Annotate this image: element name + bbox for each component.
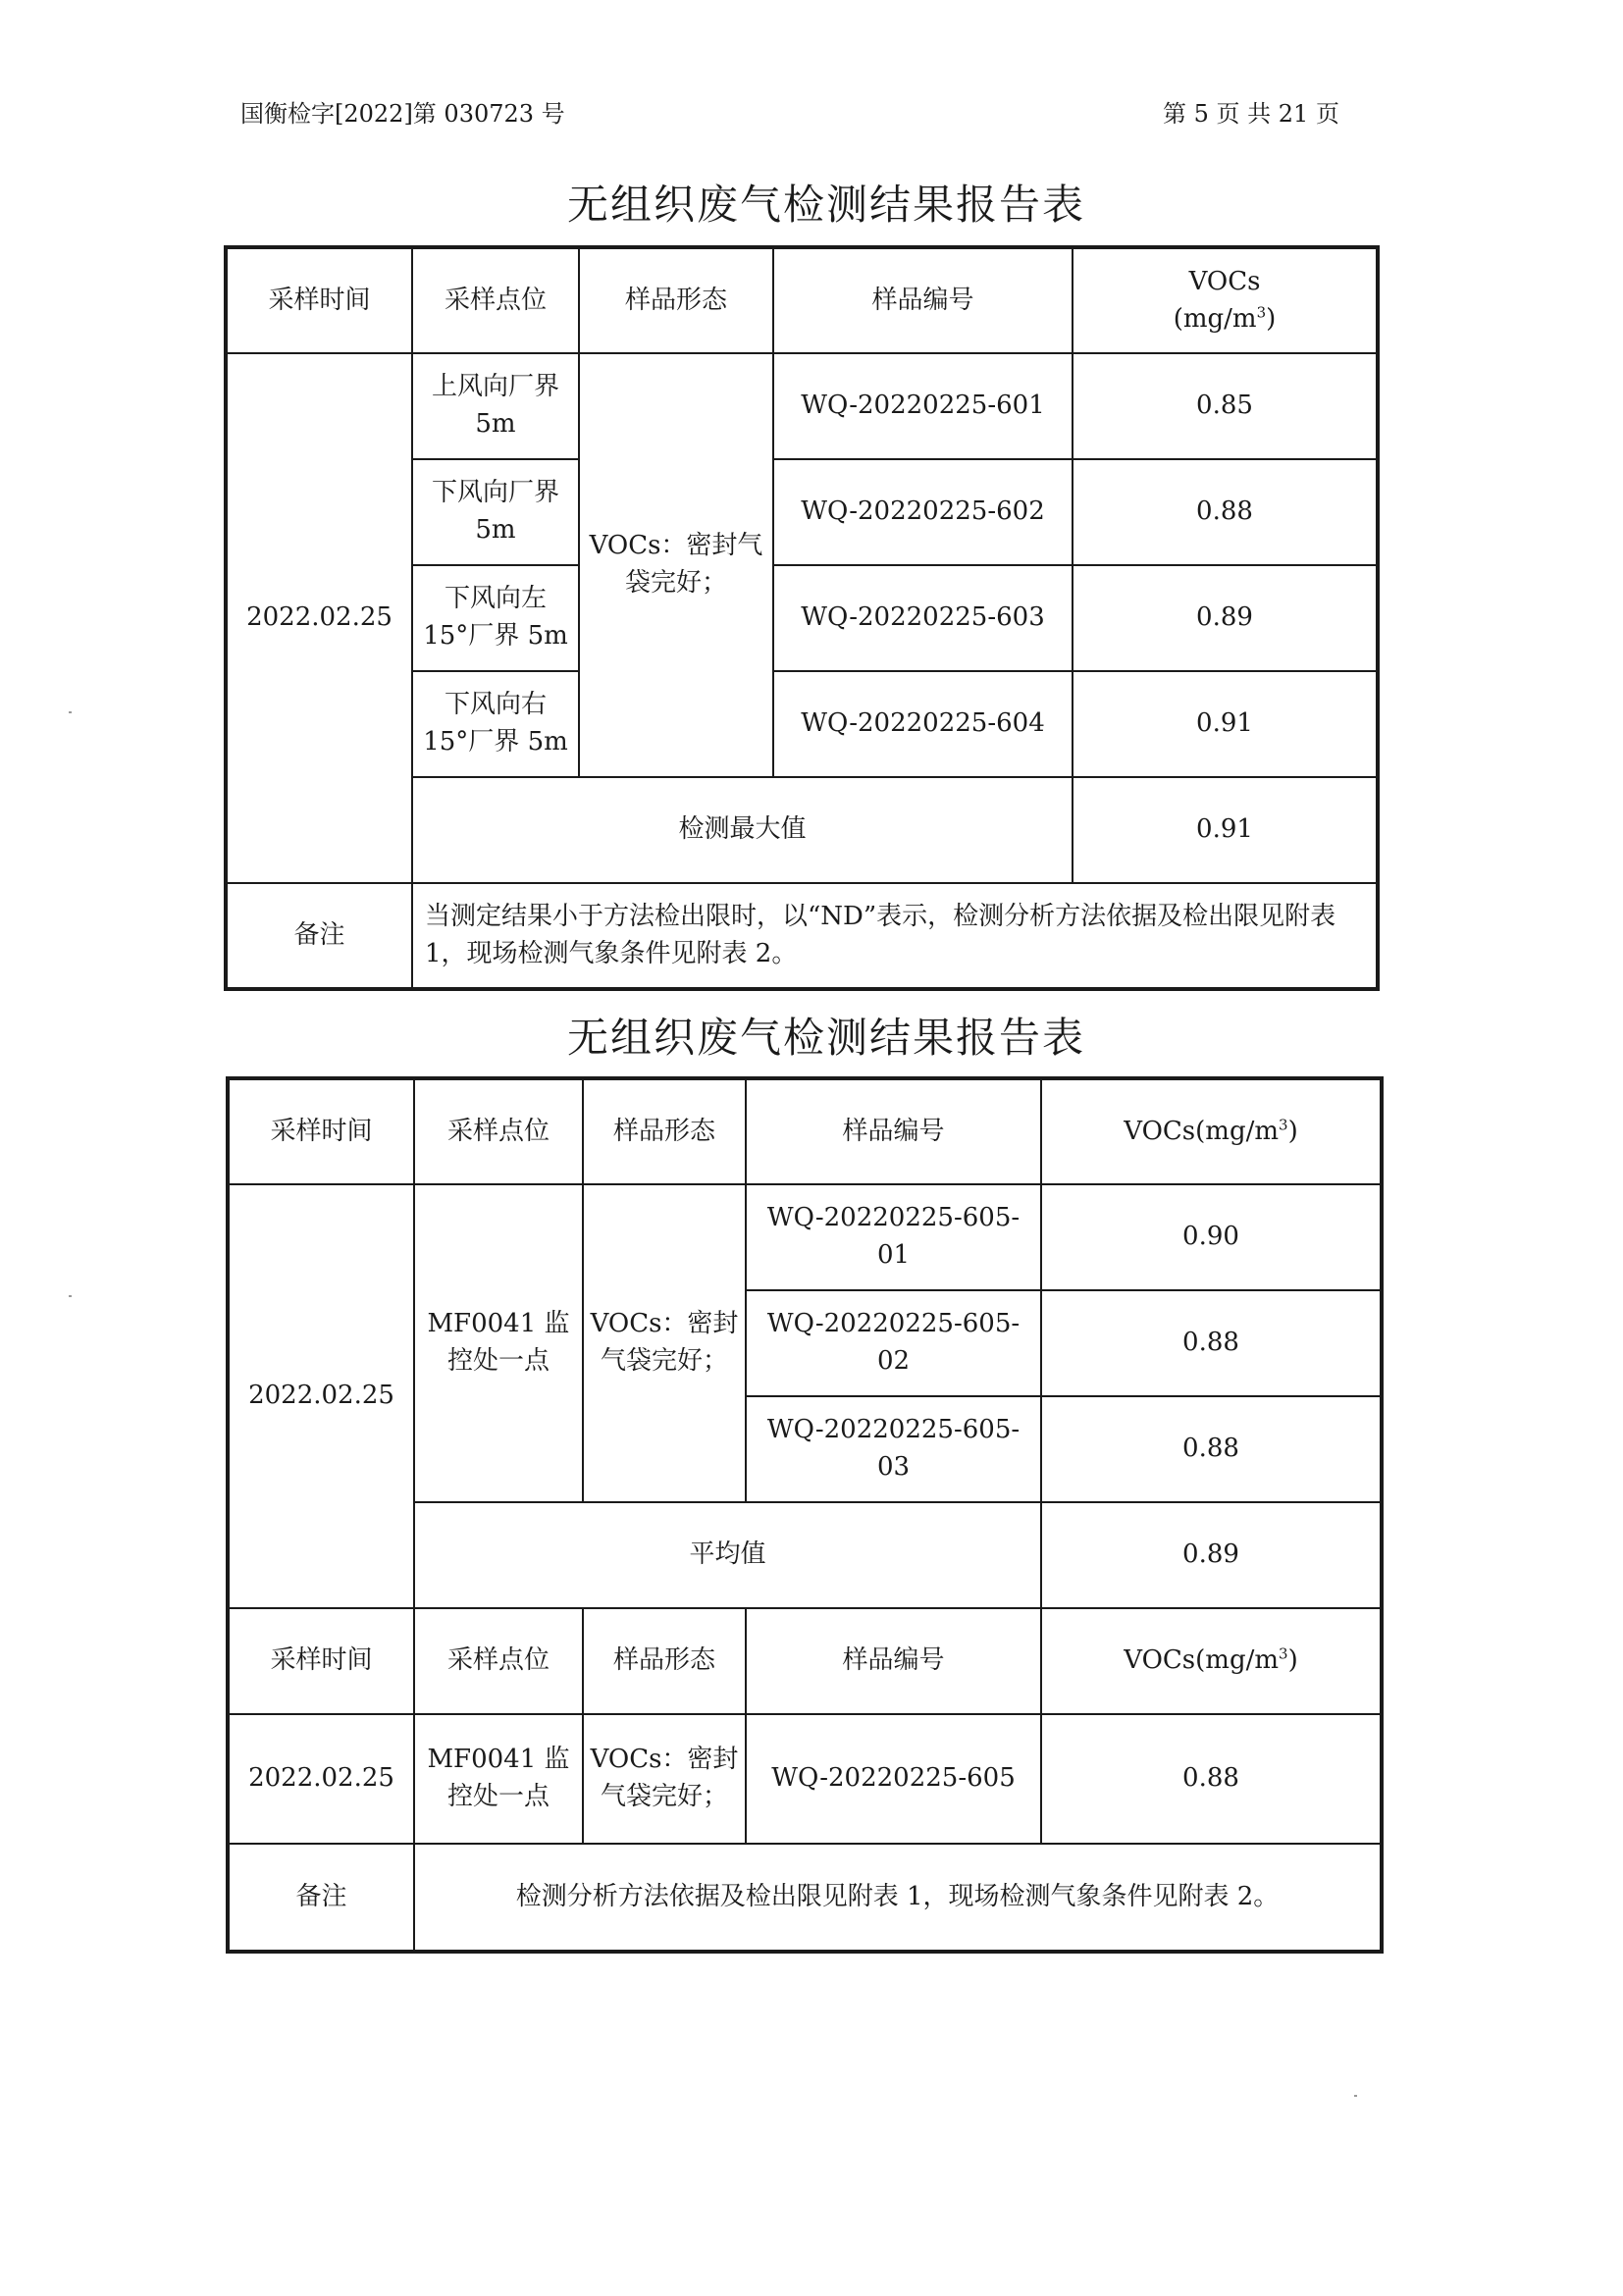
report-title-2: 无组织废气检测结果报告表 <box>566 1014 1085 1062</box>
header-sample-form: 样品形态 <box>583 1608 746 1714</box>
vocs-value: 0.88 <box>1073 459 1378 565</box>
vocs-value: 0.90 <box>1041 1184 1382 1290</box>
vocs-value: 0.91 <box>1073 671 1378 777</box>
header-sample-id: 样品编号 <box>773 247 1073 353</box>
sample-id: WQ-20220225-605 <box>746 1714 1041 1844</box>
report-title-1: 无组织废气检测结果报告表 <box>566 181 1085 229</box>
header-sample-id: 样品编号 <box>746 1078 1041 1184</box>
table-row <box>228 1714 1382 1844</box>
header-sampling-point: 采样点位 <box>414 1608 583 1714</box>
sampling-point: 下风向左 15°厂界 5m <box>412 565 579 671</box>
header-vocs: VOCs $(mg/m^3)$ <box>1073 247 1378 353</box>
results-table-1 <box>224 245 1380 991</box>
max-value: 0.91 <box>1073 777 1378 883</box>
header-sample-id: 样品编号 <box>746 1608 1041 1714</box>
sampling-point: MF0041 监控处一点 <box>414 1714 583 1844</box>
sample-form: VOCs：密封气袋完好； <box>583 1714 746 1844</box>
note-row <box>228 1844 1382 1952</box>
table-row <box>226 353 1378 459</box>
sample-id: WQ-20220225-605-01 <box>746 1184 1041 1290</box>
sampling-point: 下风向右 15°厂界 5m <box>412 671 579 777</box>
document-number: 国衡检字[2022]第 030723 号 <box>240 100 565 128</box>
scan-speck <box>69 711 72 713</box>
vocs-value: 0.89 <box>1073 565 1378 671</box>
sampling-point: 上风向厂界 5m <box>412 353 579 459</box>
header-sampling-time: 采样时间 <box>228 1078 414 1184</box>
vocs-value: 0.88 <box>1041 1290 1382 1396</box>
page-indicator: 第 5 页 共 21 页 <box>1163 100 1339 128</box>
sample-id: WQ-20220225-601 <box>773 353 1073 459</box>
sample-form: VOCs：密封气袋完好； <box>583 1184 746 1502</box>
header-sampling-point: 采样点位 <box>414 1078 583 1184</box>
sample-id: WQ-20220225-604 <box>773 671 1073 777</box>
table-header-row <box>228 1608 1382 1714</box>
note-text: 当测定结果小于方法检出限时，以“ND”表示，检测分析方法依据及检出限见附表 1，现场检测气象条件见附表 2。 <box>412 883 1378 989</box>
header-sampling-time: 采样时间 <box>228 1608 414 1714</box>
header-sampling-time: 采样时间 <box>226 247 412 353</box>
table-header-row <box>228 1078 1382 1184</box>
scan-speck <box>69 1295 72 1297</box>
header-vocs: $VOCs(mg/m^3)$ <box>1041 1608 1382 1714</box>
note-text: 检测分析方法依据及检出限见附表 1，现场检测气象条件见附表 2。 <box>414 1844 1382 1952</box>
sampling-point: 下风向厂界 5m <box>412 459 579 565</box>
average-value: 0.89 <box>1041 1502 1382 1608</box>
header-sample-form: 样品形态 <box>579 247 773 353</box>
sample-id: WQ-20220225-603 <box>773 565 1073 671</box>
note-label: 备注 <box>228 1844 414 1952</box>
vocs-value: 0.85 <box>1073 353 1378 459</box>
sample-form: VOCs：密封气袋完好； <box>579 353 773 777</box>
sampling-point: MF0041 监控处一点 <box>414 1184 583 1502</box>
header-vocs: $VOCs(mg/m^3)$ <box>1041 1078 1382 1184</box>
sampling-date: 2022.02.25 <box>228 1184 414 1608</box>
sampling-date: 2022.02.25 <box>226 353 412 883</box>
table-row <box>228 1184 1382 1290</box>
table-header-row <box>226 247 1378 353</box>
note-label: 备注 <box>226 883 412 989</box>
vocs-value: 0.88 <box>1041 1396 1382 1502</box>
sample-id: WQ-20220225-605-02 <box>746 1290 1041 1396</box>
vocs-value: 0.88 <box>1041 1714 1382 1844</box>
header-sampling-point: 采样点位 <box>412 247 579 353</box>
note-row <box>226 883 1378 989</box>
average-label: 平均值 <box>414 1502 1041 1608</box>
results-table-2 <box>226 1076 1384 1954</box>
sample-id: WQ-20220225-605-03 <box>746 1396 1041 1502</box>
sample-id: WQ-20220225-602 <box>773 459 1073 565</box>
header-sample-form: 样品形态 <box>583 1078 746 1184</box>
sampling-date: 2022.02.25 <box>228 1714 414 1844</box>
max-value-label: 检测最大值 <box>412 777 1073 883</box>
scan-speck <box>1354 2095 1357 2097</box>
